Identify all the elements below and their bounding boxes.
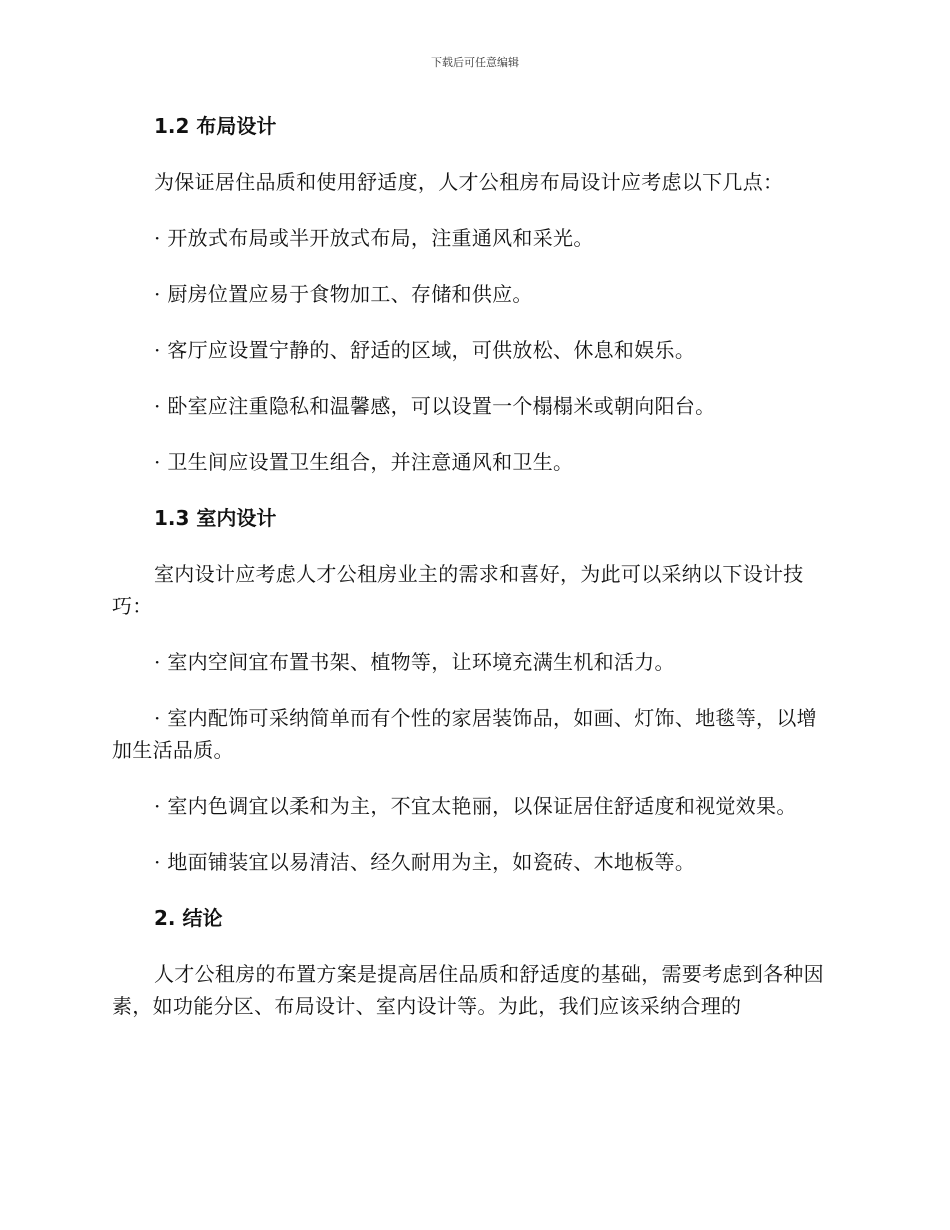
bullet-item: · 地面铺装宜以易清洁、经久耐用为主，如瓷砖、木地板等。	[154, 850, 696, 874]
section-heading-1-2: 1.2 布局设计	[154, 114, 277, 138]
bullet-item: · 卧室应注重隐私和温馨感，可以设置一个榻榻米或朝向阳台。	[154, 394, 716, 418]
bullet-item: · 室内空间宜布置书架、植物等，让环境充满生机和活力。	[154, 650, 675, 674]
section-heading-1-3: 1.3 室内设计	[154, 506, 277, 530]
section-heading-2: 2. 结论	[154, 906, 223, 930]
bullet-item: · 客厅应设置宁静的、舒适的区域，可供放松、休息和娱乐。	[154, 338, 696, 362]
bullet-item: · 厨房位置应易于食物加工、存储和供应。	[154, 282, 533, 306]
page-header: 下载后可任意编辑	[431, 56, 519, 69]
document-body	[112, 110, 832, 1046]
bullet-item: · 开放式布局或半开放式布局，注重通风和采光。	[154, 226, 594, 250]
section-intro-1-3: 室内设计应考虑人才公租房业主的需求和喜好，为此可以采纳以下设计技巧：	[112, 562, 804, 618]
bullet-item: · 室内色调宜以柔和为主，不宜太艳丽，以保证居住舒适度和视觉效果。	[154, 794, 797, 818]
section-intro-1-2: 为保证居住品质和使用舒适度，人才公租房布局设计应考虑以下几点：	[154, 170, 784, 194]
bullet-item: · 室内配饰可采纳简单而有个性的家居装饰品，如画、灯饰、地毯等，以增加生活品质。	[112, 706, 817, 762]
bullet-item: · 卫生间应设置卫生组合，并注意通风和卫生。	[154, 450, 574, 474]
conclusion-paragraph: 人才公租房的布置方案是提高居住品质和舒适度的基础，需要考虑到各种因素，如功能分区、布局设计、室内设计等。为此，我们应该采纳合理的	[112, 962, 824, 1018]
